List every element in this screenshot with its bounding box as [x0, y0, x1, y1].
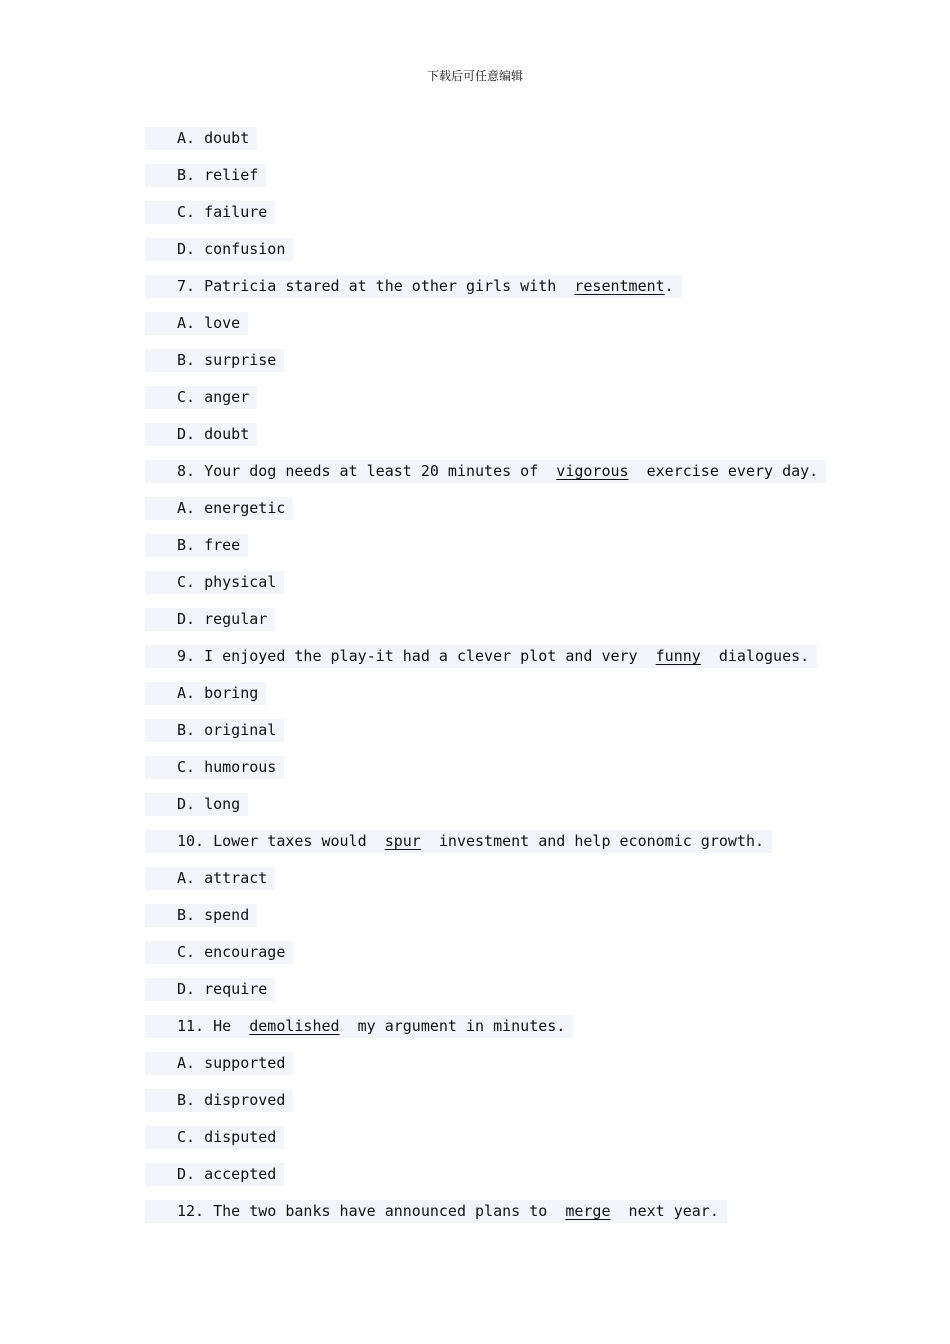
option-text: D. long	[145, 793, 248, 816]
option-line	[145, 194, 845, 231]
question-line	[145, 453, 845, 490]
document-body	[145, 120, 845, 1230]
option-line	[145, 601, 845, 638]
option-line	[145, 1119, 845, 1156]
option-line	[145, 971, 845, 1008]
question-line	[145, 1008, 845, 1045]
option-line	[145, 897, 845, 934]
question-line	[145, 638, 845, 675]
option-line	[145, 527, 845, 564]
option-line	[145, 860, 845, 897]
option-line	[145, 749, 845, 786]
option-text: B. original	[145, 719, 284, 742]
option-line	[145, 157, 845, 194]
question-stem-after: next year.	[610, 1202, 719, 1220]
underlined-keyword: merge	[565, 1202, 611, 1220]
question-line	[145, 1193, 845, 1230]
option-line	[145, 305, 845, 342]
option-text: A. love	[145, 312, 248, 335]
question-stem-before: 8. Your dog needs at least 20 minutes of	[177, 462, 557, 480]
question-text	[145, 645, 817, 668]
option-text: B. relief	[145, 164, 266, 187]
question-text	[145, 830, 772, 853]
option-line	[145, 564, 845, 601]
option-text: C. disputed	[145, 1126, 284, 1149]
question-stem-before: 11. He	[177, 1017, 250, 1035]
question-text	[145, 1200, 727, 1223]
option-text: A. energetic	[145, 497, 293, 520]
question-line	[145, 268, 845, 305]
option-text: D. doubt	[145, 423, 257, 446]
option-line	[145, 231, 845, 268]
option-text: C. failure	[145, 201, 275, 224]
option-text: C. anger	[145, 386, 257, 409]
option-text: B. surprise	[145, 349, 284, 372]
question-stem-after: my argument in minutes.	[339, 1017, 566, 1035]
option-text: B. spend	[145, 904, 257, 927]
question-stem-after: investment and help economic growth.	[420, 832, 765, 850]
question-text	[145, 1015, 573, 1038]
option-line	[145, 379, 845, 416]
option-line	[145, 1045, 845, 1082]
option-text: C. encourage	[145, 941, 293, 964]
question-text	[145, 275, 682, 298]
question-stem-before: 12. The two banks have announced plans to	[177, 1202, 566, 1220]
question-stem-before: 9. I enjoyed the play-it had a clever plot and very	[177, 647, 656, 665]
page-header: 下载后可任意编辑	[426, 69, 523, 83]
option-text: A. boring	[145, 682, 266, 705]
underlined-keyword: funny	[655, 647, 701, 665]
option-text: B. disproved	[145, 1089, 293, 1112]
option-text: C. humorous	[145, 756, 284, 779]
option-line	[145, 1156, 845, 1193]
option-text: D. accepted	[145, 1163, 284, 1186]
question-stem-after: exercise every day.	[628, 462, 819, 480]
option-text: C. physical	[145, 571, 284, 594]
option-line	[145, 416, 845, 453]
option-line	[145, 1082, 845, 1119]
option-line	[145, 934, 845, 971]
option-line	[145, 675, 845, 712]
question-stem-after: dialogues.	[700, 647, 810, 665]
option-text: D. confusion	[145, 238, 293, 261]
question-line	[145, 823, 845, 860]
question-stem-before: 7. Patricia stared at the other girls with	[177, 277, 575, 295]
underlined-keyword: vigorous	[556, 462, 629, 480]
question-text	[145, 460, 826, 483]
option-text: A. doubt	[145, 127, 257, 150]
option-line	[145, 712, 845, 749]
underlined-keyword: spur	[384, 832, 421, 850]
option-text: B. free	[145, 534, 248, 557]
option-line	[145, 120, 845, 157]
option-text: D. require	[145, 978, 275, 1001]
option-text: A. supported	[145, 1052, 293, 1075]
option-line	[145, 342, 845, 379]
underlined-keyword: resentment	[574, 277, 665, 295]
option-text: D. regular	[145, 608, 275, 631]
question-stem-before: 10. Lower taxes would	[177, 832, 385, 850]
option-text: A. attract	[145, 867, 275, 890]
underlined-keyword: demolished	[249, 1017, 340, 1035]
option-line	[145, 786, 845, 823]
option-line	[145, 490, 845, 527]
question-stem-after: .	[664, 277, 674, 295]
